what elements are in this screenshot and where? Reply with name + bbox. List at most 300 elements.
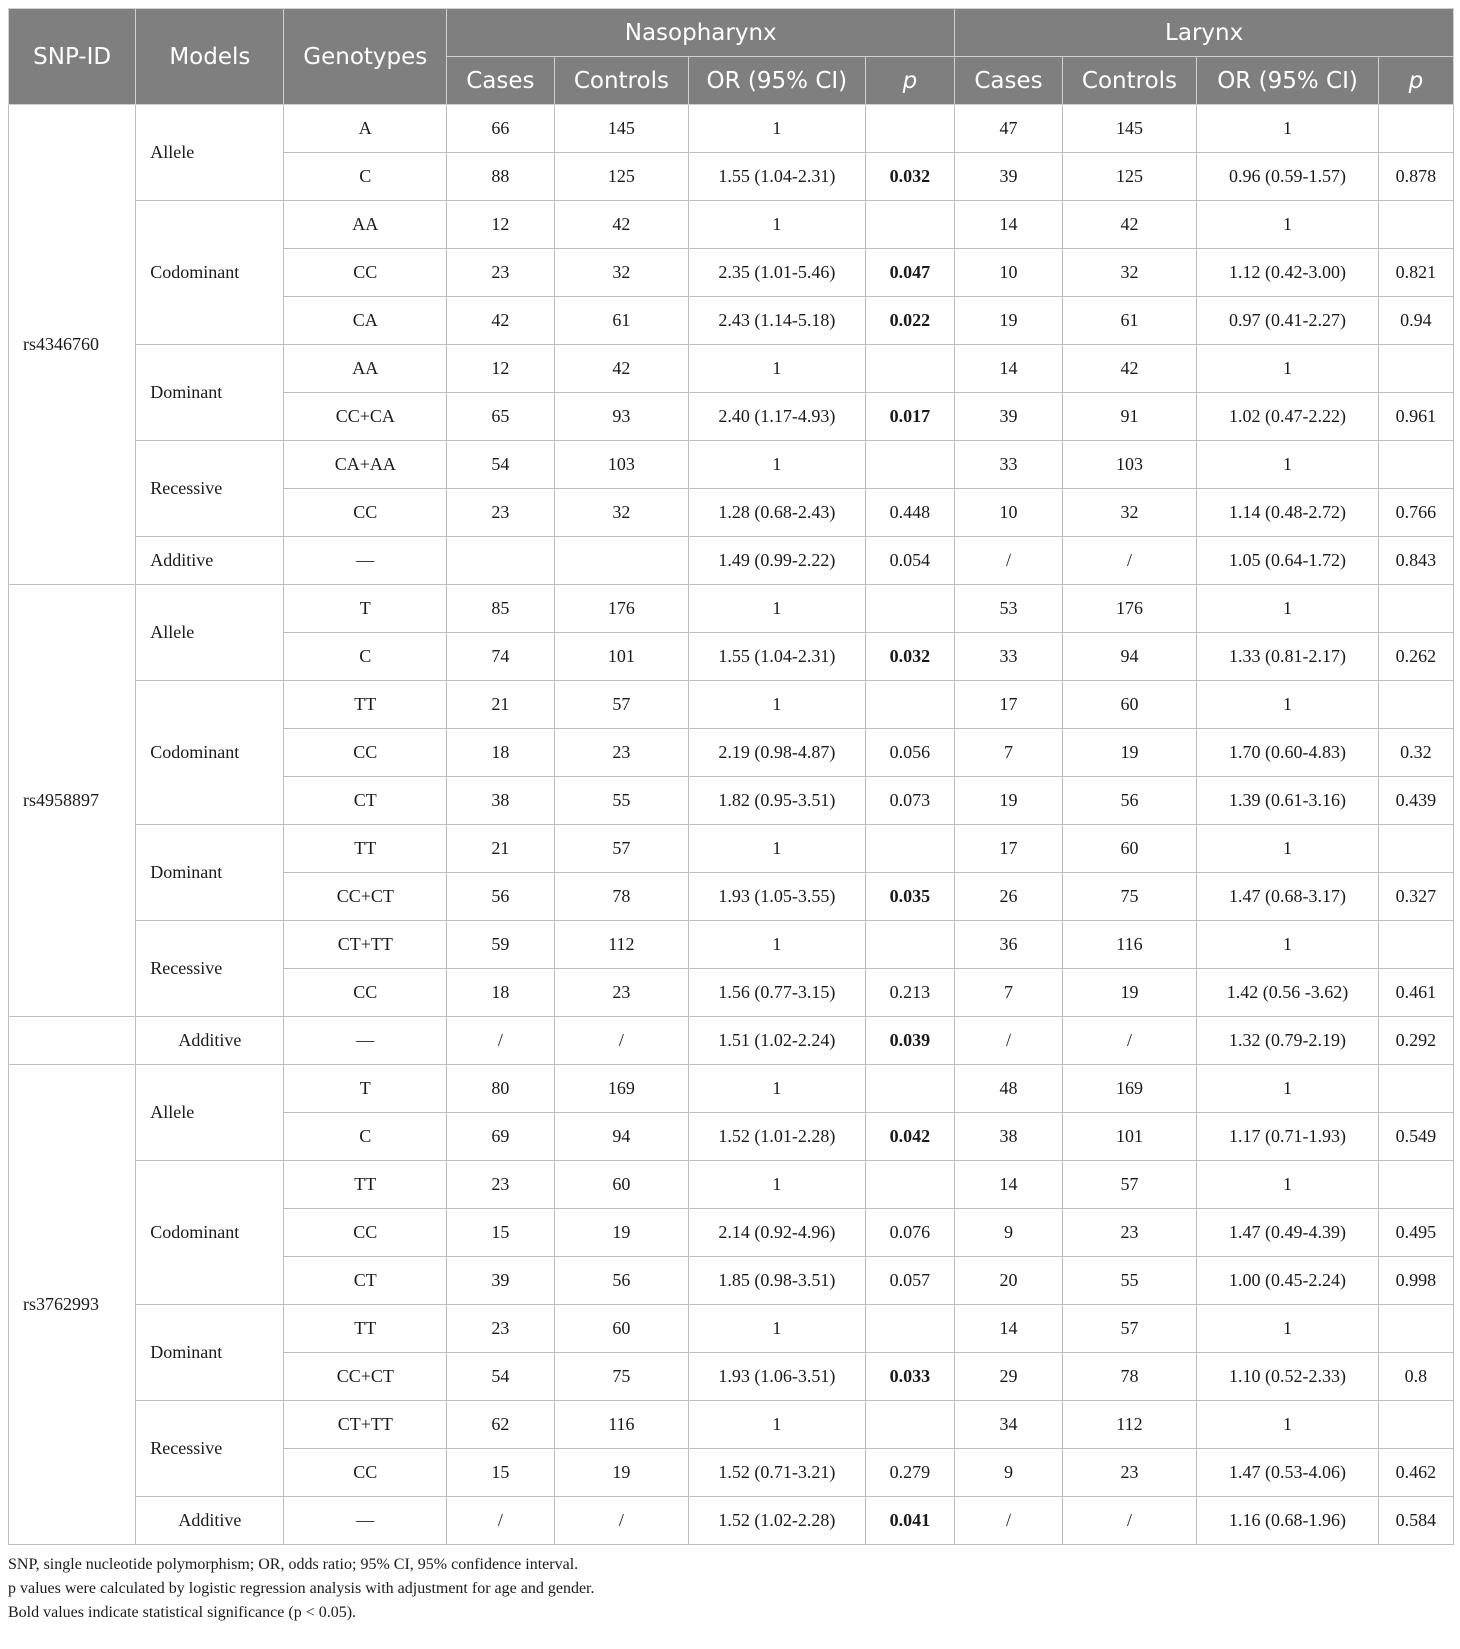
nasopharynx-p-cell	[865, 1065, 955, 1113]
larynx-or-cell: 1	[1197, 825, 1379, 873]
table-row	[9, 441, 1454, 489]
genotype-cell: CC+CT	[284, 873, 447, 921]
larynx-cases-cell: 20	[955, 1257, 1062, 1305]
model-cell: Dominant	[136, 1305, 284, 1401]
larynx-controls-cell: 101	[1062, 1113, 1197, 1161]
nasopharynx-controls-cell: 42	[554, 345, 689, 393]
genotype-cell: T	[284, 585, 447, 633]
larynx-p-cell: 0.461	[1378, 969, 1453, 1017]
larynx-p-cell	[1378, 1401, 1453, 1449]
nasopharynx-cases-cell: 80	[447, 1065, 554, 1113]
larynx-or-cell: 1	[1197, 345, 1379, 393]
nasopharynx-cases-cell: 21	[447, 681, 554, 729]
nasopharynx-cases-cell: 15	[447, 1449, 554, 1497]
larynx-p-cell	[1378, 1305, 1453, 1353]
nasopharynx-controls-cell: 57	[554, 681, 689, 729]
table-container	[8, 8, 1454, 1625]
larynx-controls-cell: 116	[1062, 921, 1197, 969]
larynx-or-cell: 1.47 (0.68-3.17)	[1197, 873, 1379, 921]
larynx-or-cell: 1	[1197, 585, 1379, 633]
genotype-cell: A	[284, 105, 447, 153]
larynx-p-cell	[1378, 441, 1453, 489]
table-row	[9, 1305, 1454, 1353]
nasopharynx-or-cell: 1.56 (0.77-3.15)	[689, 969, 865, 1017]
header-larynx: Larynx	[955, 9, 1454, 57]
larynx-or-cell: 1	[1197, 201, 1379, 249]
nasopharynx-cases-cell: 54	[447, 441, 554, 489]
nasopharynx-p-cell	[865, 825, 955, 873]
larynx-or-cell: 1.00 (0.45-2.24)	[1197, 1257, 1379, 1305]
nasopharynx-or-cell: 1.28 (0.68-2.43)	[689, 489, 865, 537]
header-lar-cases: Cases	[955, 57, 1062, 105]
larynx-controls-cell: 23	[1062, 1209, 1197, 1257]
nasopharynx-p-cell: 0.032	[865, 633, 955, 681]
larynx-or-cell: 1.16 (0.68-1.96)	[1197, 1497, 1379, 1545]
nasopharynx-cases-cell: 38	[447, 777, 554, 825]
larynx-cases-cell: 48	[955, 1065, 1062, 1113]
larynx-cases-cell: 53	[955, 585, 1062, 633]
table-row	[9, 921, 1454, 969]
larynx-cases-cell: 9	[955, 1209, 1062, 1257]
nasopharynx-p-cell: 0.213	[865, 969, 955, 1017]
table-row	[9, 1017, 1454, 1065]
nasopharynx-cases-cell: 85	[447, 585, 554, 633]
nasopharynx-p-cell	[865, 1401, 955, 1449]
larynx-controls-cell: 56	[1062, 777, 1197, 825]
nasopharynx-controls-cell: 32	[554, 489, 689, 537]
genotype-cell: CA	[284, 297, 447, 345]
nasopharynx-cases-cell: 12	[447, 345, 554, 393]
larynx-cases-cell: 14	[955, 345, 1062, 393]
nasopharynx-controls-cell: 101	[554, 633, 689, 681]
larynx-or-cell: 1.47 (0.49-4.39)	[1197, 1209, 1379, 1257]
nasopharynx-controls-cell: 103	[554, 441, 689, 489]
footnote-abbreviations: SNP, single nucleotide polymorphism; OR, odds ratio; 95% CI, 95% confidence interval.	[8, 1556, 579, 1573]
nasopharynx-cases-cell: 74	[447, 633, 554, 681]
snp-id-cell: rs4958897	[9, 585, 136, 1017]
nasopharynx-controls-cell: 75	[554, 1353, 689, 1401]
genotype-cell: CC	[284, 729, 447, 777]
nasopharynx-p-cell: 0.033	[865, 1353, 955, 1401]
genotype-cell: CT+TT	[284, 1401, 447, 1449]
larynx-p-cell: 0.766	[1378, 489, 1453, 537]
genotype-cell: CC	[284, 489, 447, 537]
larynx-cases-cell: 34	[955, 1401, 1062, 1449]
nasopharynx-controls-cell: 56	[554, 1257, 689, 1305]
nasopharynx-or-cell: 1	[689, 201, 865, 249]
larynx-controls-cell: 42	[1062, 201, 1197, 249]
model-cell: Allele	[136, 585, 284, 681]
nasopharynx-cases-cell: 39	[447, 1257, 554, 1305]
nasopharynx-controls-cell: 94	[554, 1113, 689, 1161]
larynx-p-cell: 0.292	[1378, 1017, 1453, 1065]
larynx-controls-cell: 112	[1062, 1401, 1197, 1449]
larynx-controls-cell: 145	[1062, 105, 1197, 153]
nasopharynx-p-cell: 0.032	[865, 153, 955, 201]
nasopharynx-p-cell	[865, 585, 955, 633]
nasopharynx-controls-cell: 57	[554, 825, 689, 873]
genotype-cell: CT	[284, 777, 447, 825]
larynx-p-cell: 0.843	[1378, 537, 1453, 585]
nasopharynx-controls-cell: 60	[554, 1161, 689, 1209]
larynx-controls-cell: 91	[1062, 393, 1197, 441]
model-cell: Codominant	[136, 201, 284, 345]
genotype-cell: T	[284, 1065, 447, 1113]
larynx-controls-cell: 78	[1062, 1353, 1197, 1401]
nasopharynx-cases-cell: /	[447, 1497, 554, 1545]
model-cell: Allele	[136, 105, 284, 201]
larynx-cases-cell: 38	[955, 1113, 1062, 1161]
genotype-cell: CT	[284, 1257, 447, 1305]
model-cell: Dominant	[136, 345, 284, 441]
larynx-p-cell: 0.462	[1378, 1449, 1453, 1497]
genotype-cell: C	[284, 1113, 447, 1161]
larynx-or-cell: 1.33 (0.81-2.17)	[1197, 633, 1379, 681]
larynx-p-cell: 0.584	[1378, 1497, 1453, 1545]
larynx-or-cell: 1.42 (0.56 -3.62)	[1197, 969, 1379, 1017]
nasopharynx-or-cell: 1.55 (1.04-2.31)	[689, 153, 865, 201]
larynx-cases-cell: 19	[955, 777, 1062, 825]
nasopharynx-cases-cell: 65	[447, 393, 554, 441]
larynx-cases-cell: 10	[955, 249, 1062, 297]
header-snp-id: SNP-ID	[9, 9, 136, 105]
larynx-or-cell: 1.32 (0.79-2.19)	[1197, 1017, 1379, 1065]
nasopharynx-p-cell: 0.022	[865, 297, 955, 345]
genotype-cell: —	[284, 537, 447, 585]
nasopharynx-or-cell: 1.51 (1.02-2.24)	[689, 1017, 865, 1065]
larynx-cases-cell: /	[955, 1017, 1062, 1065]
larynx-cases-cell: 7	[955, 969, 1062, 1017]
larynx-p-cell	[1378, 105, 1453, 153]
footnote-bold: Bold values indicate statistical significance (p < 0.05).	[8, 1604, 357, 1621]
larynx-or-cell: 1.10 (0.52-2.33)	[1197, 1353, 1379, 1401]
nasopharynx-or-cell: 1.52 (1.01-2.28)	[689, 1113, 865, 1161]
nasopharynx-cases-cell: 88	[447, 153, 554, 201]
nasopharynx-p-cell: 0.047	[865, 249, 955, 297]
larynx-controls-cell: 75	[1062, 873, 1197, 921]
larynx-p-cell: 0.327	[1378, 873, 1453, 921]
larynx-cases-cell: 39	[955, 393, 1062, 441]
genotype-cell: CC	[284, 1209, 447, 1257]
header-genotypes: Genotypes	[284, 9, 447, 105]
nasopharynx-controls-cell: 112	[554, 921, 689, 969]
genotype-cell: TT	[284, 1305, 447, 1353]
nasopharynx-controls-cell: 145	[554, 105, 689, 153]
nasopharynx-p-cell	[865, 105, 955, 153]
larynx-or-cell: 1	[1197, 1161, 1379, 1209]
larynx-or-cell: 1.14 (0.48-2.72)	[1197, 489, 1379, 537]
nasopharynx-cases-cell: 66	[447, 105, 554, 153]
larynx-controls-cell: 60	[1062, 681, 1197, 729]
genotype-cell: CC+CA	[284, 393, 447, 441]
nasopharynx-cases-cell: 56	[447, 873, 554, 921]
larynx-p-cell: 0.262	[1378, 633, 1453, 681]
nasopharynx-p-cell	[865, 1161, 955, 1209]
larynx-cases-cell: 33	[955, 633, 1062, 681]
larynx-p-cell	[1378, 345, 1453, 393]
nasopharynx-or-cell: 1	[689, 921, 865, 969]
genotype-cell: CC	[284, 249, 447, 297]
larynx-p-cell: 0.821	[1378, 249, 1453, 297]
nasopharynx-or-cell: 1.52 (0.71-3.21)	[689, 1449, 865, 1497]
table-row	[9, 1065, 1454, 1113]
nasopharynx-p-cell: 0.039	[865, 1017, 955, 1065]
nasopharynx-or-cell: 2.43 (1.14-5.18)	[689, 297, 865, 345]
larynx-p-cell: 0.439	[1378, 777, 1453, 825]
larynx-controls-cell: 19	[1062, 729, 1197, 777]
larynx-cases-cell: /	[955, 1497, 1062, 1545]
nasopharynx-or-cell: 1	[689, 1161, 865, 1209]
larynx-controls-cell: 32	[1062, 249, 1197, 297]
larynx-or-cell: 1.02 (0.47-2.22)	[1197, 393, 1379, 441]
nasopharynx-or-cell: 1	[689, 585, 865, 633]
nasopharynx-cases-cell: /	[447, 1017, 554, 1065]
nasopharynx-controls-cell: 23	[554, 729, 689, 777]
nasopharynx-controls-cell: 42	[554, 201, 689, 249]
larynx-p-cell	[1378, 1065, 1453, 1113]
nasopharynx-p-cell: 0.057	[865, 1257, 955, 1305]
larynx-cases-cell: 10	[955, 489, 1062, 537]
larynx-controls-cell: 60	[1062, 825, 1197, 873]
nasopharynx-controls-cell: /	[554, 1017, 689, 1065]
nasopharynx-p-cell: 0.054	[865, 537, 955, 585]
genotype-cell: CC	[284, 1449, 447, 1497]
model-cell: Recessive	[136, 921, 284, 1017]
genotype-cell: C	[284, 633, 447, 681]
table-body	[9, 105, 1454, 1545]
nasopharynx-cases-cell: 23	[447, 489, 554, 537]
larynx-or-cell: 1	[1197, 1305, 1379, 1353]
table-row	[9, 1401, 1454, 1449]
nasopharynx-p-cell: 0.035	[865, 873, 955, 921]
larynx-cases-cell: 9	[955, 1449, 1062, 1497]
larynx-controls-cell: 125	[1062, 153, 1197, 201]
nasopharynx-cases-cell: 23	[447, 249, 554, 297]
table-row	[9, 681, 1454, 729]
larynx-cases-cell: 14	[955, 201, 1062, 249]
larynx-cases-cell: 36	[955, 921, 1062, 969]
larynx-controls-cell: 176	[1062, 585, 1197, 633]
nasopharynx-cases-cell	[447, 537, 554, 585]
nasopharynx-or-cell: 1	[689, 1065, 865, 1113]
larynx-controls-cell: 23	[1062, 1449, 1197, 1497]
larynx-or-cell: 0.96 (0.59-1.57)	[1197, 153, 1379, 201]
nasopharynx-or-cell: 1	[689, 345, 865, 393]
larynx-cases-cell: 29	[955, 1353, 1062, 1401]
larynx-controls-cell: 57	[1062, 1305, 1197, 1353]
larynx-or-cell: 1.47 (0.53-4.06)	[1197, 1449, 1379, 1497]
nasopharynx-cases-cell: 69	[447, 1113, 554, 1161]
nasopharynx-controls-cell: 55	[554, 777, 689, 825]
header-models: Models	[136, 9, 284, 105]
model-cell: Codominant	[136, 681, 284, 825]
header-lar-controls: Controls	[1062, 57, 1197, 105]
larynx-p-cell	[1378, 1161, 1453, 1209]
larynx-cases-cell: 33	[955, 441, 1062, 489]
nasopharynx-or-cell: 1	[689, 441, 865, 489]
nasopharynx-p-cell: 0.017	[865, 393, 955, 441]
nasopharynx-p-cell: 0.042	[865, 1113, 955, 1161]
genotype-cell: AA	[284, 345, 447, 393]
genotype-cell: —	[284, 1017, 447, 1065]
larynx-controls-cell: 57	[1062, 1161, 1197, 1209]
genotype-cell: AA	[284, 201, 447, 249]
model-cell: Recessive	[136, 1401, 284, 1497]
larynx-or-cell: 1.39 (0.61-3.16)	[1197, 777, 1379, 825]
genotype-cell: TT	[284, 825, 447, 873]
snp-id-cell: rs3762993	[9, 1065, 136, 1545]
nasopharynx-controls-cell: 116	[554, 1401, 689, 1449]
nasopharynx-controls-cell: 93	[554, 393, 689, 441]
larynx-controls-cell: /	[1062, 1497, 1197, 1545]
nasopharynx-p-cell: 0.056	[865, 729, 955, 777]
model-cell: Codominant	[136, 1161, 284, 1305]
table-row	[9, 1497, 1454, 1545]
nasopharynx-controls-cell	[554, 537, 689, 585]
model-cell: Recessive	[136, 441, 284, 537]
table-row	[9, 537, 1454, 585]
larynx-or-cell: 1	[1197, 1065, 1379, 1113]
nasopharynx-cases-cell: 15	[447, 1209, 554, 1257]
header-nasopharynx: Nasopharynx	[447, 9, 955, 57]
larynx-controls-cell: /	[1062, 537, 1197, 585]
nasopharynx-controls-cell: 23	[554, 969, 689, 1017]
larynx-cases-cell: 39	[955, 153, 1062, 201]
larynx-controls-cell: /	[1062, 1017, 1197, 1065]
model-cell: Allele	[136, 1065, 284, 1161]
larynx-controls-cell: 32	[1062, 489, 1197, 537]
nasopharynx-cases-cell: 23	[447, 1161, 554, 1209]
larynx-or-cell: 1	[1197, 1401, 1379, 1449]
nasopharynx-or-cell: 2.19 (0.98-4.87)	[689, 729, 865, 777]
larynx-cases-cell: 19	[955, 297, 1062, 345]
genotype-cell: C	[284, 153, 447, 201]
larynx-controls-cell: 61	[1062, 297, 1197, 345]
nasopharynx-cases-cell: 12	[447, 201, 554, 249]
nasopharynx-p-cell	[865, 201, 955, 249]
nasopharynx-controls-cell: 176	[554, 585, 689, 633]
larynx-or-cell: 1.12 (0.42-3.00)	[1197, 249, 1379, 297]
larynx-controls-cell: 103	[1062, 441, 1197, 489]
nasopharynx-or-cell: 1.93 (1.06-3.51)	[689, 1353, 865, 1401]
nasopharynx-or-cell: 2.14 (0.92-4.96)	[689, 1209, 865, 1257]
nasopharynx-controls-cell: 32	[554, 249, 689, 297]
larynx-or-cell: 1.70 (0.60-4.83)	[1197, 729, 1379, 777]
nasopharynx-cases-cell: 18	[447, 969, 554, 1017]
nasopharynx-p-cell	[865, 345, 955, 393]
genotype-cell: CT+TT	[284, 921, 447, 969]
larynx-or-cell: 1	[1197, 441, 1379, 489]
results-table	[8, 8, 1454, 1545]
nasopharynx-or-cell: 2.40 (1.17-4.93)	[689, 393, 865, 441]
nasopharynx-or-cell: 1	[689, 105, 865, 153]
header-naso-cases: Cases	[447, 57, 554, 105]
larynx-cases-cell: 26	[955, 873, 1062, 921]
nasopharynx-cases-cell: 59	[447, 921, 554, 969]
larynx-controls-cell: 94	[1062, 633, 1197, 681]
genotype-cell: TT	[284, 681, 447, 729]
nasopharynx-controls-cell: 60	[554, 1305, 689, 1353]
larynx-or-cell: 1	[1197, 681, 1379, 729]
table-row	[9, 1161, 1454, 1209]
snp-id-cell	[9, 1017, 136, 1065]
model-cell: Dominant	[136, 825, 284, 921]
model-cell: Additive	[136, 537, 284, 585]
model-cell: Additive	[136, 1017, 284, 1065]
larynx-or-cell: 1.05 (0.64-1.72)	[1197, 537, 1379, 585]
nasopharynx-p-cell	[865, 921, 955, 969]
nasopharynx-p-cell	[865, 441, 955, 489]
header-lar-or: OR (95% CI)	[1197, 57, 1379, 105]
model-cell: Additive	[136, 1497, 284, 1545]
nasopharynx-or-cell: 1	[689, 1305, 865, 1353]
nasopharynx-cases-cell: 18	[447, 729, 554, 777]
nasopharynx-p-cell	[865, 1305, 955, 1353]
larynx-p-cell: 0.32	[1378, 729, 1453, 777]
larynx-p-cell: 0.94	[1378, 297, 1453, 345]
nasopharynx-controls-cell: 61	[554, 297, 689, 345]
nasopharynx-controls-cell: 19	[554, 1209, 689, 1257]
header-naso-or: OR (95% CI)	[689, 57, 865, 105]
larynx-p-cell: 0.495	[1378, 1209, 1453, 1257]
nasopharynx-cases-cell: 23	[447, 1305, 554, 1353]
header-lar-p: p	[1378, 57, 1453, 105]
table-row	[9, 201, 1454, 249]
larynx-p-cell	[1378, 201, 1453, 249]
larynx-p-cell	[1378, 825, 1453, 873]
genotype-cell: CC+CT	[284, 1353, 447, 1401]
larynx-cases-cell: 14	[955, 1161, 1062, 1209]
larynx-p-cell: 0.961	[1378, 393, 1453, 441]
larynx-p-cell	[1378, 585, 1453, 633]
nasopharynx-p-cell: 0.076	[865, 1209, 955, 1257]
nasopharynx-controls-cell: 169	[554, 1065, 689, 1113]
nasopharynx-p-cell	[865, 681, 955, 729]
table-row	[9, 825, 1454, 873]
nasopharynx-or-cell: 1.49 (0.99-2.22)	[689, 537, 865, 585]
table-row	[9, 585, 1454, 633]
larynx-p-cell	[1378, 921, 1453, 969]
nasopharynx-or-cell: 1	[689, 1401, 865, 1449]
nasopharynx-controls-cell: 19	[554, 1449, 689, 1497]
larynx-p-cell: 0.998	[1378, 1257, 1453, 1305]
header-naso-p: p	[865, 57, 955, 105]
nasopharynx-or-cell: 1.85 (0.98-3.51)	[689, 1257, 865, 1305]
genotype-cell: —	[284, 1497, 447, 1545]
nasopharynx-or-cell: 1	[689, 681, 865, 729]
larynx-p-cell: 0.549	[1378, 1113, 1453, 1161]
nasopharynx-or-cell: 1.55 (1.04-2.31)	[689, 633, 865, 681]
larynx-or-cell: 1	[1197, 105, 1379, 153]
larynx-or-cell: 1	[1197, 921, 1379, 969]
larynx-or-cell: 0.97 (0.41-2.27)	[1197, 297, 1379, 345]
header-naso-controls: Controls	[554, 57, 689, 105]
genotype-cell: CA+AA	[284, 441, 447, 489]
nasopharynx-or-cell: 1	[689, 825, 865, 873]
table-row	[9, 345, 1454, 393]
nasopharynx-p-cell: 0.448	[865, 489, 955, 537]
larynx-p-cell: 0.8	[1378, 1353, 1453, 1401]
larynx-p-cell	[1378, 681, 1453, 729]
nasopharynx-controls-cell: 78	[554, 873, 689, 921]
nasopharynx-or-cell: 1.52 (1.02-2.28)	[689, 1497, 865, 1545]
genotype-cell: TT	[284, 1161, 447, 1209]
larynx-cases-cell: 47	[955, 105, 1062, 153]
nasopharynx-or-cell: 2.35 (1.01-5.46)	[689, 249, 865, 297]
larynx-controls-cell: 55	[1062, 1257, 1197, 1305]
nasopharynx-or-cell: 1.93 (1.05-3.55)	[689, 873, 865, 921]
table-row	[9, 105, 1454, 153]
